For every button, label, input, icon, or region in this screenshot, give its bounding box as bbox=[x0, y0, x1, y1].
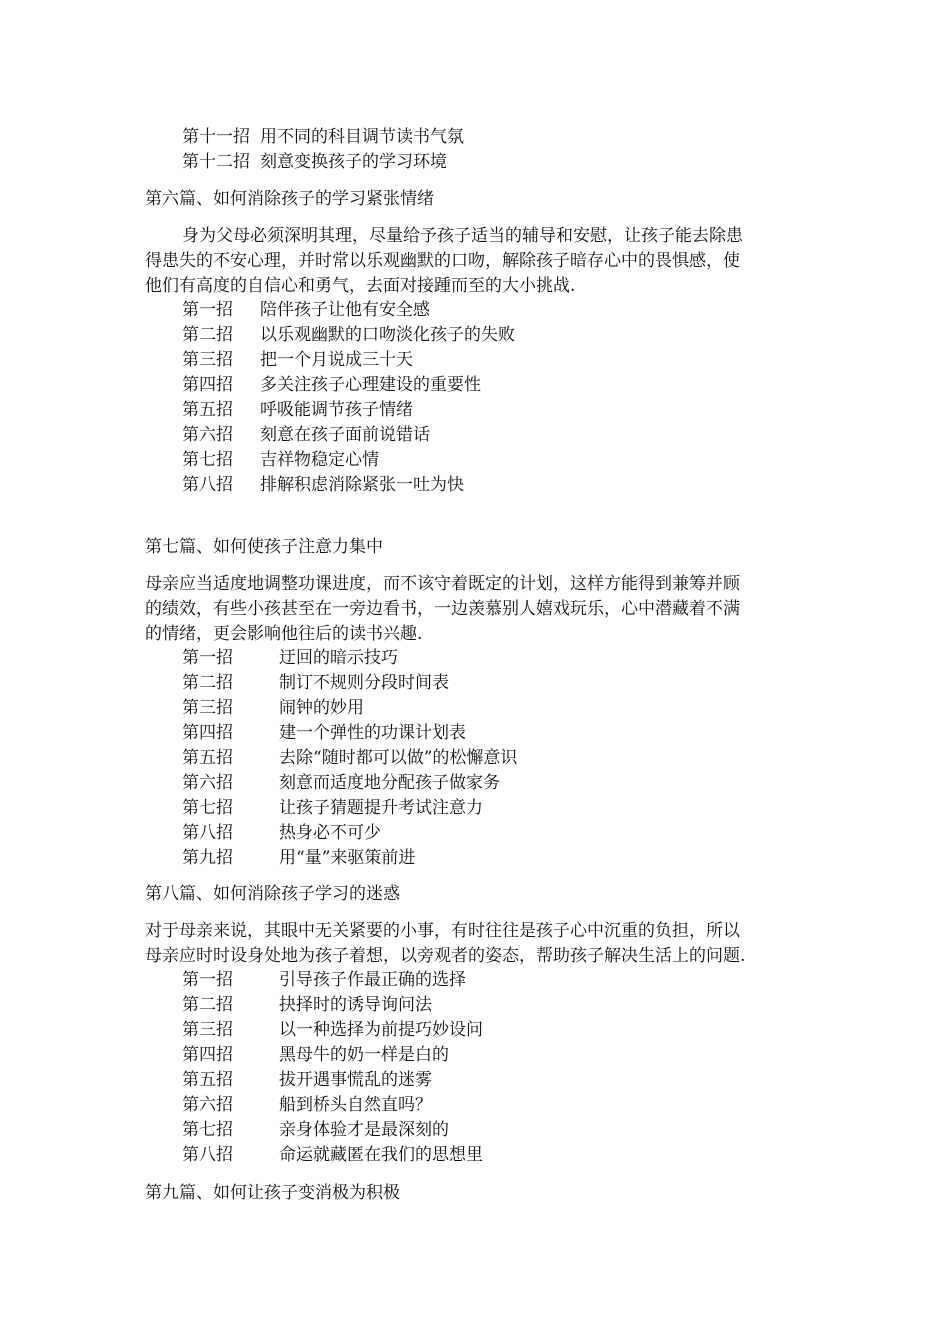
item-number: 第二招 bbox=[182, 325, 233, 345]
paragraph-line: 的绩效，有些小孩甚至在一旁边看书，一边羡慕别人嬉戏玩乐，心中潜藏着不满 bbox=[145, 599, 740, 619]
list-item bbox=[182, 1020, 483, 1040]
item-text: 多关注孩子心理建设的重要性 bbox=[260, 375, 481, 395]
item-number: 第三招 bbox=[182, 350, 233, 370]
list-item bbox=[182, 748, 517, 768]
section-heading: 第九篇、如何让孩子变消极为积极 bbox=[145, 1183, 400, 1203]
list-item bbox=[182, 1095, 432, 1115]
paragraph-line: 母亲应当适度地调整功课进度，而不该守着既定的计划，这样方能得到兼筹并顾 bbox=[145, 574, 740, 594]
item-number: 第七招 bbox=[182, 1120, 233, 1140]
list-item bbox=[182, 1070, 432, 1090]
list-item bbox=[182, 300, 430, 320]
item-number: 第六招 bbox=[182, 425, 233, 445]
list-item bbox=[182, 1120, 449, 1140]
list-item bbox=[182, 152, 447, 172]
item-text: 呼吸能调节孩子情绪 bbox=[260, 400, 413, 420]
list-item bbox=[182, 475, 464, 495]
item-text: 引导孩子作最正确的选择 bbox=[279, 970, 466, 990]
item-text: 排解积虑消除紧张一吐为快 bbox=[260, 475, 464, 495]
list-item bbox=[182, 1045, 449, 1065]
item-text: 抉择时的诱导询问法 bbox=[279, 995, 432, 1015]
item-text: 刻意而适度地分配孩子做家务 bbox=[279, 773, 500, 793]
list-item bbox=[182, 848, 415, 868]
item-text: 把一个月说成三十天 bbox=[260, 350, 413, 370]
item-text: 用不同的科目调节读书气氛 bbox=[260, 127, 464, 147]
item-number: 第五招 bbox=[182, 748, 233, 768]
list-item bbox=[182, 375, 481, 395]
list-item bbox=[182, 798, 483, 818]
item-number: 第一招 bbox=[182, 970, 233, 990]
paragraph-line: 他们有高度的自信心和勇气，去面对接踵而至的大小挑战. bbox=[145, 276, 576, 296]
item-number: 第四招 bbox=[182, 375, 233, 395]
item-number: 第四招 bbox=[182, 723, 233, 743]
item-number: 第三招 bbox=[182, 1020, 233, 1040]
list-item bbox=[182, 1145, 483, 1165]
list-item bbox=[182, 723, 466, 743]
list-item bbox=[182, 450, 379, 470]
item-text: 刻意在孩子面前说错话 bbox=[260, 425, 430, 445]
item-text: 以乐观幽默的口吻淡化孩子的失败 bbox=[260, 325, 515, 345]
section-heading: 第七篇、如何使孩子注意力集中 bbox=[145, 537, 383, 557]
item-text: 制订不规则分段时间表 bbox=[279, 673, 449, 693]
list-item bbox=[182, 350, 413, 370]
item-text: 亲身体验才是最深刻的 bbox=[279, 1120, 449, 1140]
item-text: 迂回的暗示技巧 bbox=[279, 648, 398, 668]
item-text: 闹钟的妙用 bbox=[279, 698, 364, 718]
paragraph-line: 身为父母必须深明其理，尽量给予孩子适当的辅导和安慰，让孩子能去除患 bbox=[182, 226, 743, 246]
item-text: 黑母牛的奶一样是白的 bbox=[279, 1045, 449, 1065]
paragraph-line: 对于母亲来说，其眼中无关紧要的小事，有时往往是孩子心中沉重的负担，所以 bbox=[145, 921, 740, 941]
list-item bbox=[182, 995, 432, 1015]
item-text: 用“量”来驱策前进 bbox=[279, 848, 416, 868]
item-number: 第十二招 bbox=[182, 152, 250, 172]
item-number: 第六招 bbox=[182, 1095, 233, 1115]
item-text: 热身必不可少 bbox=[279, 823, 381, 843]
item-number: 第三招 bbox=[182, 698, 233, 718]
item-number: 第一招 bbox=[182, 300, 233, 320]
paragraph-line: 母亲应时时设身处地为孩子着想，以旁观者的姿态，帮助孩子解决生活上的问题. bbox=[145, 946, 746, 966]
list-item bbox=[182, 648, 398, 668]
list-item bbox=[182, 400, 413, 420]
item-number: 第一招 bbox=[182, 648, 233, 668]
item-text: 以一种选择为前提巧妙设问 bbox=[279, 1020, 483, 1040]
item-text: 船到桥头自然直吗？ bbox=[279, 1095, 432, 1115]
list-item bbox=[182, 773, 500, 793]
item-text: 让孩子猜题提升考试注意力 bbox=[279, 798, 483, 818]
list-item bbox=[182, 325, 515, 345]
item-text: 建一个弹性的功课计划表 bbox=[279, 723, 466, 743]
item-number: 第五招 bbox=[182, 400, 233, 420]
list-item bbox=[182, 970, 466, 990]
list-item bbox=[182, 698, 364, 718]
item-number: 第七招 bbox=[182, 450, 233, 470]
list-item bbox=[182, 823, 381, 843]
item-number: 第八招 bbox=[182, 823, 233, 843]
paragraph-line: 的情绪，更会影响他往后的读书兴趣. bbox=[145, 624, 423, 644]
section-heading: 第八篇、如何消除孩子学习的迷惑 bbox=[145, 884, 400, 904]
list-item bbox=[182, 425, 430, 445]
list-item bbox=[182, 127, 464, 147]
item-text: 吉祥物稳定心情 bbox=[260, 450, 379, 470]
item-number: 第十一招 bbox=[182, 127, 250, 147]
item-number: 第二招 bbox=[182, 995, 233, 1015]
item-number: 第五招 bbox=[182, 1070, 233, 1090]
item-number: 第八招 bbox=[182, 475, 233, 495]
item-number: 第二招 bbox=[182, 673, 233, 693]
item-text: 去除“随时都可以做”的松懈意识 bbox=[279, 748, 518, 768]
item-number: 第六招 bbox=[182, 773, 233, 793]
item-number: 第七招 bbox=[182, 798, 233, 818]
item-text: 刻意变换孩子的学习环境 bbox=[260, 152, 447, 172]
paragraph-line: 得患失的不安心理，并时常以乐观幽默的口吻，解除孩子暗存心中的畏惧感，使 bbox=[145, 251, 740, 271]
section-heading: 第六篇、如何消除孩子的学习紧张情绪 bbox=[145, 189, 434, 209]
item-text: 陪伴孩子让他有安全感 bbox=[260, 300, 430, 320]
item-number: 第四招 bbox=[182, 1045, 233, 1065]
item-text: 命运就藏匿在我们的思想里 bbox=[279, 1145, 483, 1165]
item-number: 第九招 bbox=[182, 848, 233, 868]
item-number: 第八招 bbox=[182, 1145, 233, 1165]
item-text: 拔开遇事慌乱的迷雾 bbox=[279, 1070, 432, 1090]
list-item bbox=[182, 673, 449, 693]
